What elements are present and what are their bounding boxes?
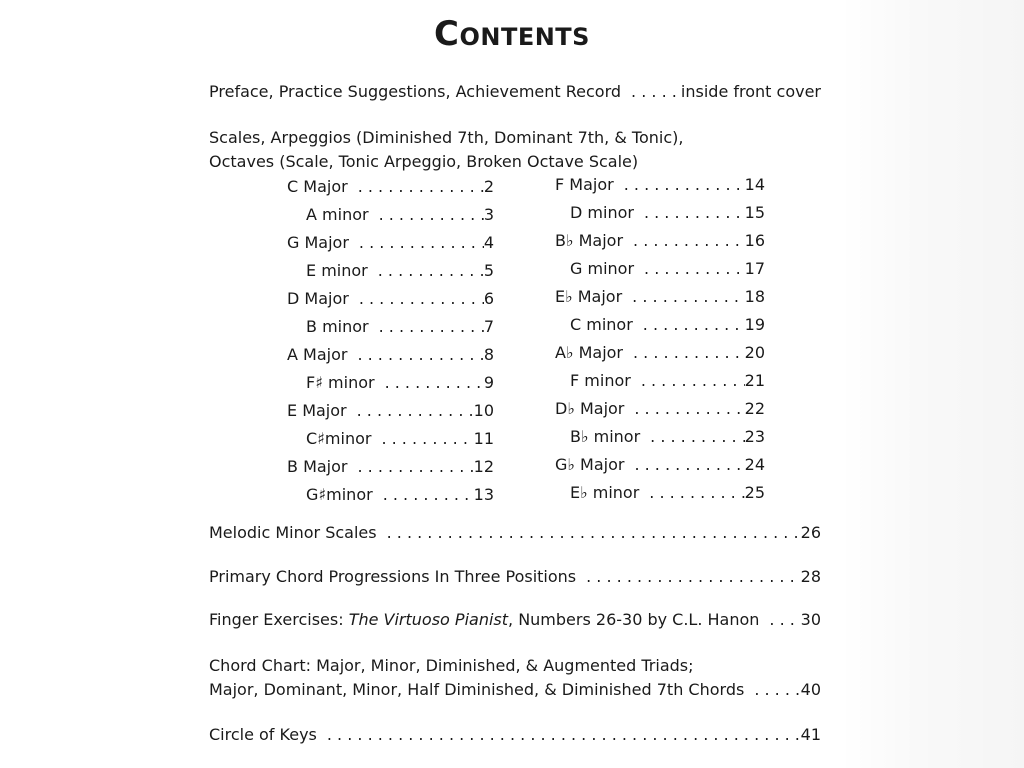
scale-row bbox=[555, 453, 765, 477]
scale-key-name: D♭ Major bbox=[555, 399, 625, 418]
dot-leader bbox=[634, 257, 745, 281]
dot-leader bbox=[623, 229, 745, 253]
scale-key-name: B Major bbox=[287, 457, 348, 476]
scale-row bbox=[570, 369, 765, 393]
scale-row bbox=[306, 203, 494, 227]
toc-entry-preface bbox=[209, 80, 821, 104]
scale-row bbox=[287, 175, 494, 199]
toc-entry-finger-exercises bbox=[209, 608, 821, 632]
scale-key-name: C Major bbox=[287, 177, 348, 196]
scale-key-name: F minor bbox=[570, 371, 631, 390]
dot-leader bbox=[576, 565, 801, 589]
scale-page-number: 15 bbox=[744, 203, 765, 222]
dot-leader bbox=[624, 453, 744, 477]
dot-leader bbox=[631, 369, 745, 393]
toc-entry-text: Circle of Keys bbox=[209, 725, 317, 744]
scale-row bbox=[287, 455, 494, 479]
dot-leader bbox=[375, 371, 484, 395]
scale-page-number: 8 bbox=[483, 345, 494, 364]
toc-entry-primary-chords bbox=[209, 565, 821, 589]
toc-entry-chord-chart bbox=[209, 654, 821, 702]
scale-page-number: 21 bbox=[744, 371, 765, 390]
scale-page-number: 10 bbox=[473, 401, 494, 420]
scale-row bbox=[306, 315, 494, 339]
scale-page-number: 16 bbox=[744, 231, 765, 250]
scale-key-name: E minor bbox=[306, 261, 368, 280]
book-title: The Virtuoso Pianist bbox=[348, 610, 509, 629]
dot-leader bbox=[377, 521, 801, 545]
scale-row bbox=[287, 231, 494, 255]
toc-entry-page: 26 bbox=[800, 523, 821, 542]
scale-key-name: F♯ minor bbox=[306, 373, 375, 392]
toc-entry-text: Primary Chord Progressions In Three Positions bbox=[209, 567, 577, 586]
dot-leader bbox=[623, 341, 745, 365]
scale-row bbox=[555, 341, 765, 365]
scale-key-name: G♯minor bbox=[306, 485, 373, 504]
scale-page-number: 9 bbox=[483, 373, 494, 392]
scale-row bbox=[555, 229, 765, 253]
scale-page-number: 2 bbox=[483, 177, 494, 196]
dot-leader bbox=[759, 608, 800, 632]
scale-row bbox=[555, 173, 765, 197]
dot-leader bbox=[368, 259, 484, 283]
scale-key-name: D minor bbox=[570, 203, 634, 222]
scale-page-number: 18 bbox=[744, 287, 765, 306]
scale-page-number: 5 bbox=[483, 261, 494, 280]
page-title: Contents bbox=[434, 14, 590, 54]
page-edge-shadow bbox=[840, 0, 1024, 768]
scale-row bbox=[287, 287, 494, 311]
text-after: , Numbers 26-30 by C.L. Hanon bbox=[508, 610, 760, 629]
toc-entry-page: 30 bbox=[800, 610, 821, 629]
scale-page-number: 22 bbox=[744, 399, 765, 418]
scale-key-name: B minor bbox=[306, 317, 369, 336]
dot-leader bbox=[622, 285, 744, 309]
toc-entry-page: 41 bbox=[800, 725, 821, 744]
scale-page-number: 12 bbox=[473, 457, 494, 476]
dot-leader bbox=[373, 483, 474, 507]
dot-leader bbox=[621, 80, 681, 104]
toc-section-scales bbox=[209, 126, 821, 174]
scale-page-number: 3 bbox=[483, 205, 494, 224]
section-heading-line-1: Scales, Arpeggios (Diminished 7th, Dominant 7th, & Tonic), bbox=[209, 128, 684, 147]
scale-key-name: D Major bbox=[287, 289, 349, 308]
dot-leader bbox=[624, 397, 744, 421]
scale-row bbox=[287, 399, 494, 423]
scale-page-number: 25 bbox=[744, 483, 765, 502]
toc-entry-line-2: Major, Dominant, Minor, Half Diminished, & Diminished 7th Chords bbox=[209, 680, 745, 699]
scale-page-number: 24 bbox=[744, 455, 765, 474]
scale-key-name: G Major bbox=[287, 233, 349, 252]
scale-key-name: E Major bbox=[287, 401, 347, 420]
scale-key-name: A Major bbox=[287, 345, 348, 364]
dot-leader bbox=[639, 481, 744, 505]
dot-leader bbox=[640, 425, 744, 449]
scale-key-name: B♭ minor bbox=[570, 427, 641, 446]
scale-key-name: A minor bbox=[306, 205, 369, 224]
scale-key-name: A♭ Major bbox=[555, 343, 623, 362]
scale-row bbox=[570, 481, 765, 505]
dot-leader bbox=[369, 203, 484, 227]
scale-row bbox=[306, 259, 494, 283]
dot-leader bbox=[369, 315, 484, 339]
scale-row bbox=[287, 343, 494, 367]
scale-key-name: F Major bbox=[555, 175, 614, 194]
scale-key-name: G minor bbox=[570, 259, 635, 278]
scale-page-number: 13 bbox=[473, 485, 494, 504]
scale-row bbox=[570, 201, 765, 225]
scale-page-number: 11 bbox=[473, 429, 494, 448]
text-before: Finger Exercises: bbox=[209, 610, 349, 629]
toc-entry-page: 40 bbox=[800, 680, 821, 699]
scale-page-number: 23 bbox=[744, 427, 765, 446]
toc-entry-text: Melodic Minor Scales bbox=[209, 523, 377, 542]
scale-page-number: 7 bbox=[483, 317, 494, 336]
dot-leader bbox=[317, 723, 801, 747]
scale-page-number: 19 bbox=[744, 315, 765, 334]
scale-row bbox=[570, 425, 765, 449]
dot-leader bbox=[347, 455, 473, 479]
scale-page-number: 4 bbox=[483, 233, 494, 252]
dot-leader bbox=[347, 343, 483, 367]
scale-row bbox=[555, 397, 765, 421]
dot-leader bbox=[614, 173, 745, 197]
scale-key-name: C♯minor bbox=[306, 429, 372, 448]
scale-key-name: E♭ minor bbox=[570, 483, 640, 502]
dot-leader bbox=[349, 287, 484, 311]
scale-row bbox=[570, 313, 765, 337]
scale-row bbox=[555, 285, 765, 309]
scale-key-name: G♭ Major bbox=[555, 455, 625, 474]
toc-entry-circle-of-keys bbox=[209, 723, 821, 747]
dot-leader bbox=[744, 678, 800, 702]
scale-key-name: E♭ Major bbox=[555, 287, 623, 306]
toc-entry-melodic-minor bbox=[209, 521, 821, 545]
toc-entry-line-1: Chord Chart: Major, Minor, Diminished, & Augmented Triads; bbox=[209, 656, 694, 675]
dot-leader bbox=[347, 399, 474, 423]
toc-entry-page: inside front cover bbox=[680, 82, 821, 101]
scale-page-number: 20 bbox=[744, 343, 765, 362]
scale-page-number: 6 bbox=[483, 289, 494, 308]
scale-row bbox=[306, 371, 494, 395]
toc-entry-text bbox=[209, 608, 759, 632]
scale-row bbox=[570, 257, 765, 281]
toc-entry-page: 28 bbox=[800, 567, 821, 586]
dot-leader bbox=[371, 427, 473, 451]
scale-row bbox=[306, 427, 494, 451]
section-heading-line-2: Octaves (Scale, Tonic Arpeggio, Broken Octave Scale) bbox=[209, 152, 639, 171]
dot-leader bbox=[634, 201, 745, 225]
toc-entry-text: Preface, Practice Suggestions, Achievement Record bbox=[209, 82, 622, 101]
dot-leader bbox=[633, 313, 745, 337]
dot-leader bbox=[349, 231, 484, 255]
dot-leader bbox=[348, 175, 484, 199]
scale-row bbox=[306, 483, 494, 507]
scale-key-name: C minor bbox=[570, 315, 633, 334]
scale-key-name: B♭ Major bbox=[555, 231, 624, 250]
scale-page-number: 14 bbox=[744, 175, 765, 194]
scale-page-number: 17 bbox=[744, 259, 765, 278]
